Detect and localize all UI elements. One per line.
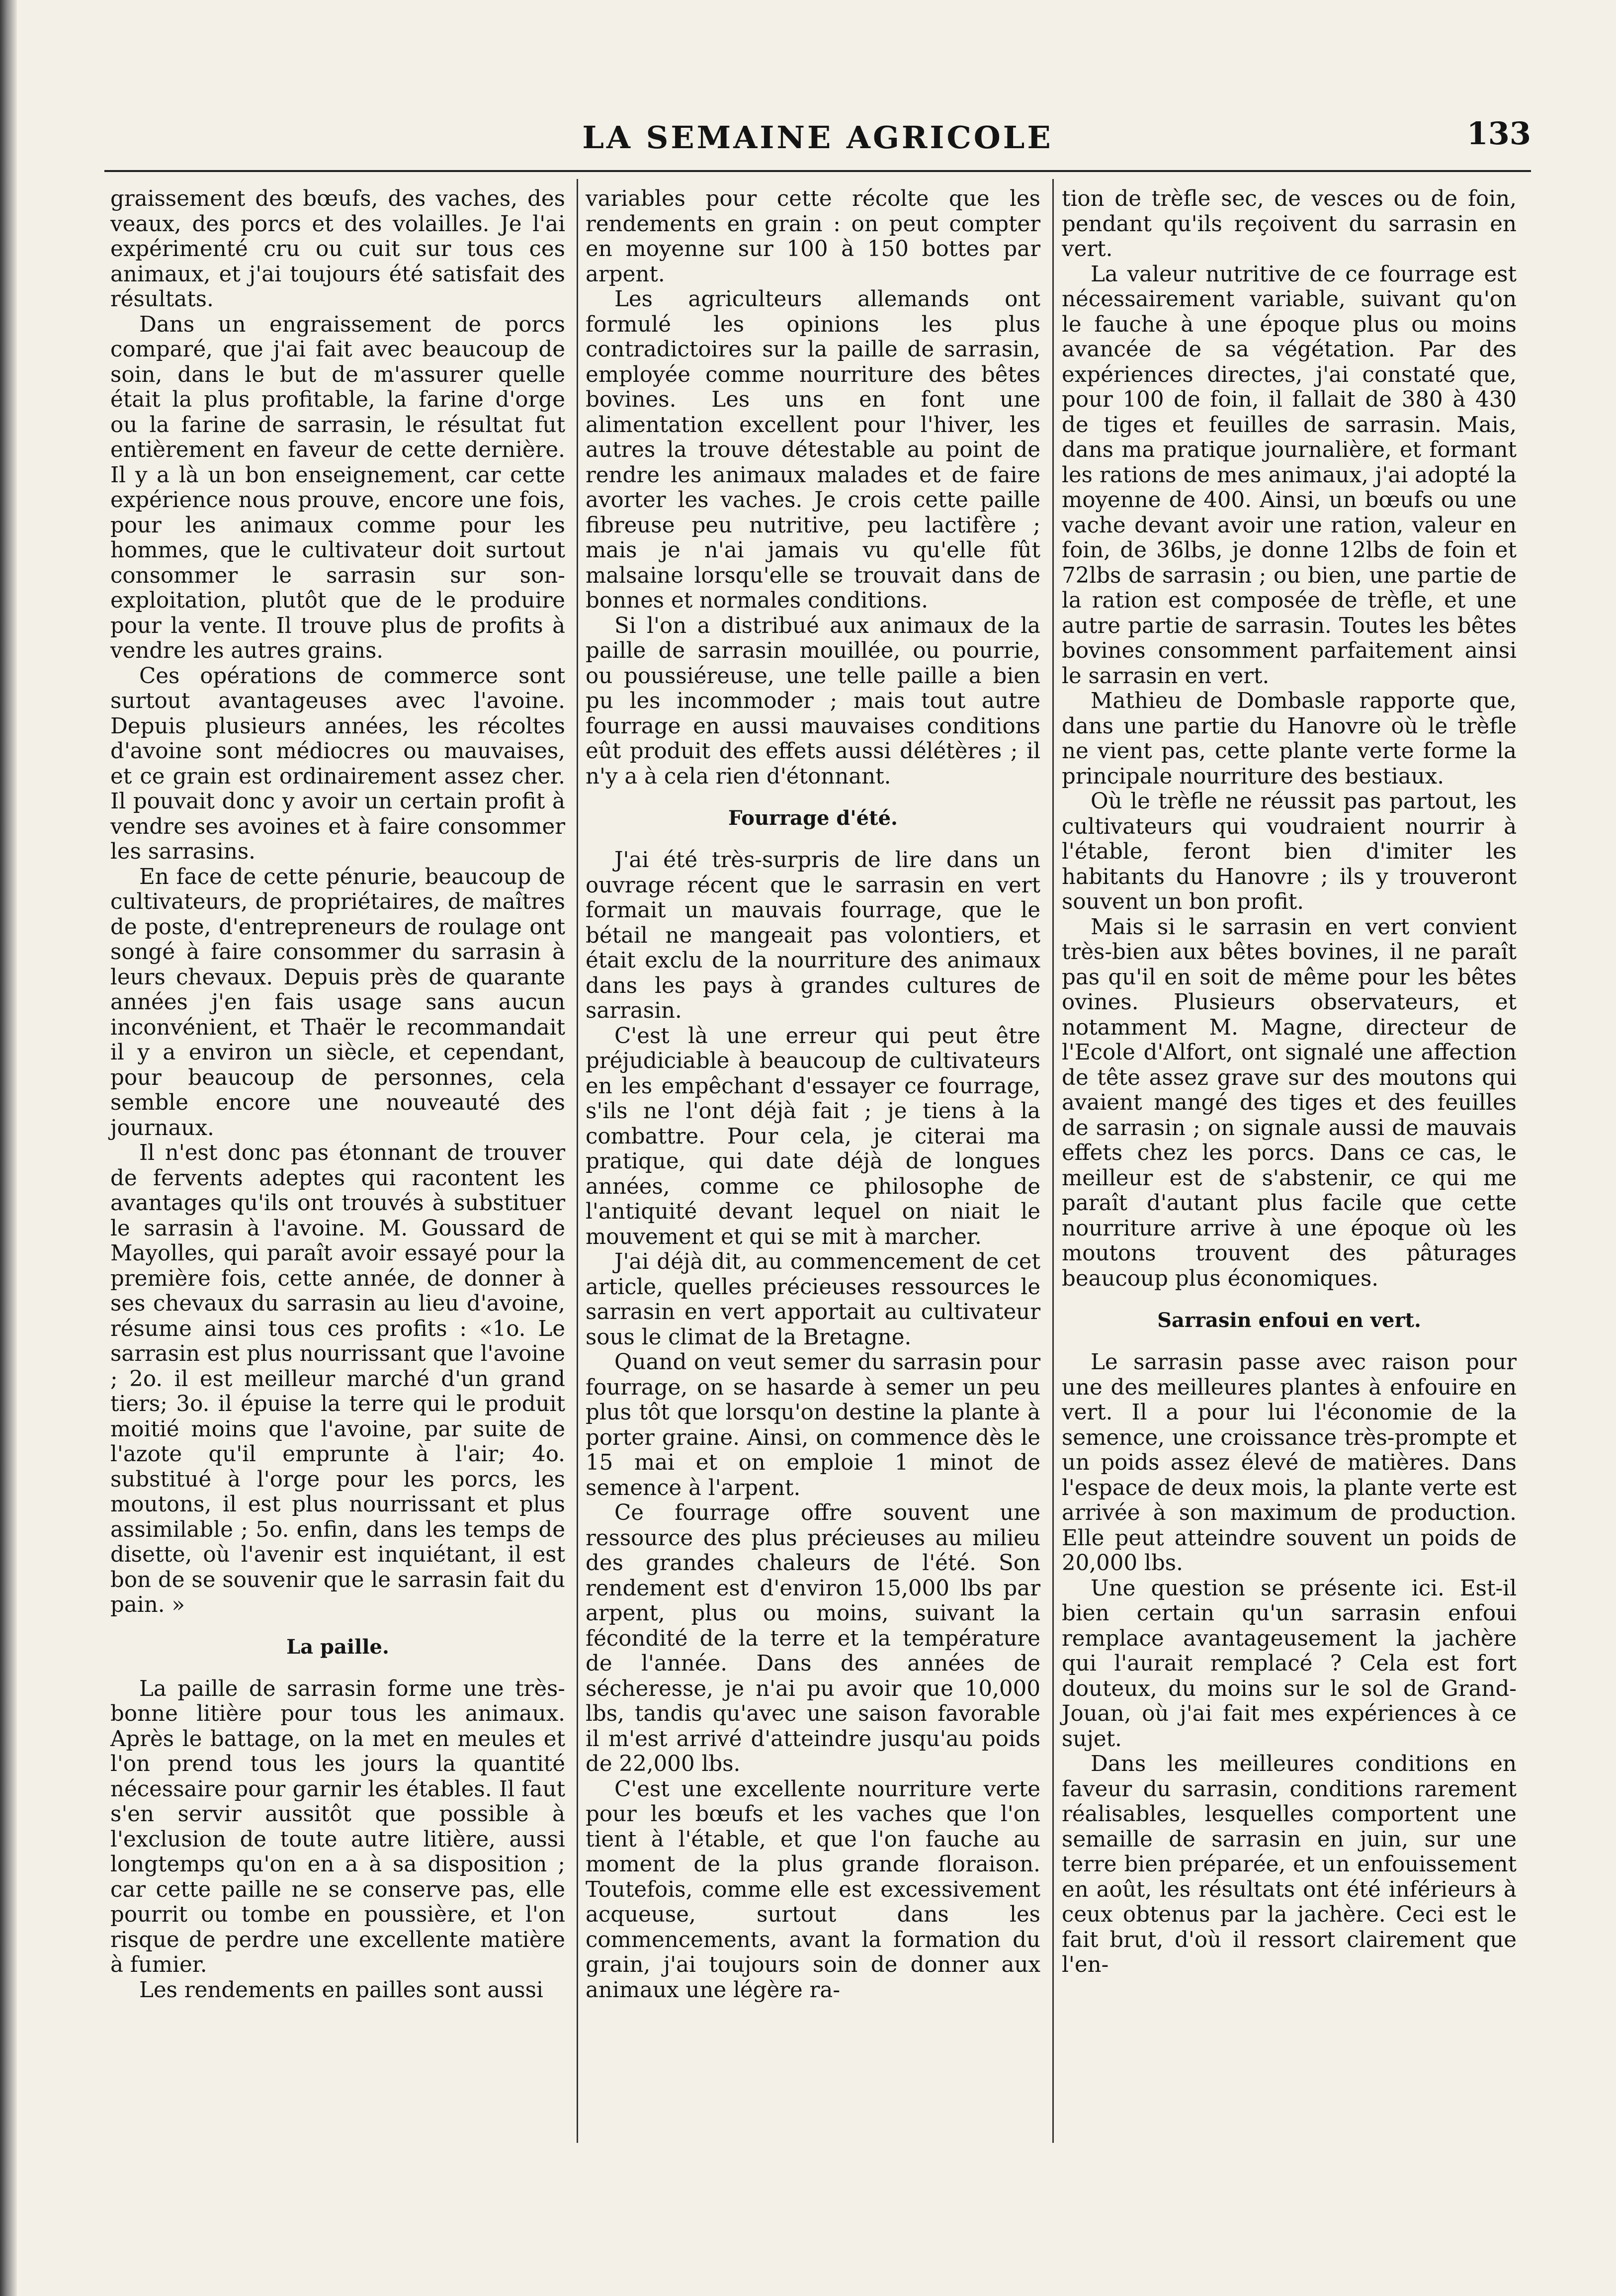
text-column-3 [1062,186,1517,1978]
paragraph: Ces opérations de commerce sont surtout avantageuses avec l'avoine. Depuis plusieurs années, les récoltes d'avoine sont médiocres ou mauvaises, et ce grain est ordinairement assez cher. Il pouvait donc y avoir un certain profit à vendre ses avoines et à faire consommer les sarrasins. [110,663,565,864]
page-number: 133 [1466,115,1531,152]
section-heading: La paille. [286,1635,389,1659]
book-spine-shadow [0,0,17,2296]
journal-title: LA SEMAINE AGRICOLE [582,119,1053,156]
paragraph: J'ai été très-surpris de lire dans un ouvrage récent que le sarrasin en vert formait un mauvais fourrage, que le bétail ne mangeait pas volontiers, et était exclu de la nourriture des animaux dans les pays à grandes cultures de sarrasin. [586,848,1040,1023]
text-column-2 [586,186,1040,2003]
paragraph: Le sarrasin passe avec raison pour une des meilleures plantes à enfouire en vert. Il a pour lui l'économie de la semence, une croissance très-prompte et un poids assez élevé de matières. Dans l'espace de deux mois, la plante verte est arrivée à son maximum de production. Elle peut atteindre souvent un poids de 20,000 lbs. [1062,1350,1517,1576]
paragraph: Dans un engraissement de porcs comparé, que j'ai fait avec beaucoup de soin, dans le but de m'assurer quelle était la plus profitable, la farine d'orge ou la farine de sarrasin, le résultat fut entièrement en faveur de cette dernière. Il y a là un bon enseignement, car cette expérience nous prouve, encore une fois, pour les animaux comme pour les hommes, que le cultivateur doit surtout consommer le sarrasin sur son-exploitation, plutôt que de le produire pour la vente. Il trouve plus de profits à vendre les autres grains. [110,312,565,663]
section-heading: Fourrage d'été. [728,806,898,830]
paragraph: C'est là une erreur qui peut être préjudiciable à beaucoup de cultivateurs en les empêchant d'essayer ce fourrage, s'ils ne l'ont déjà fait ; je tiens à la combattre. Pour cela, je citerai ma pratique, qui date déjà de longues années, comme ce philosophe de l'antiquité devant lequel on niait le mouvement et qui se mit à marcher. [586,1023,1040,1249]
paragraph: variables pour cette récolte que les rendements en grain : on peut compter en moyenne sur 100 à 150 bottes par arpent. [586,186,1040,287]
paragraph: Il n'est donc pas étonnant de trouver de fervents adeptes qui racontent les avantages qu'ils ont trouvés à substituer le sarrasin à l'avoine. M. Goussard de Mayolles, qui paraît avoir essayé pour la première fois, cette année, de donner à ses chevaux du sarrasin au lieu d'avoine, résume ainsi tous ces profits : «1o. Le sarrasin est plus nourrissant que l'avoine ; 2o. il est meilleur marché d'un grand tiers; 3o. il épuise la terre qui le produit moitié moins que l'avoine, par suite de l'azote qu'il emprunte à l'air; 4o. substitué à l'orge pour les porcs, les moutons, il est plus nourrissant et plus assimilable ; 5o. enfin, dans les temps de disette, où l'avenir est inquiétant, il est bon de se souvenir que le sarrasin fait du pain. » [110,1141,565,1617]
paragraph: Où le trèfle ne réussit pas partout, les cultivateurs qui voudraient nourrir à l'étable, feront bien d'imiter les habitants du Hanovre ; ils y trouveront souvent un bon profit. [1062,789,1517,914]
paragraph: Dans les meilleures conditions en faveur du sarrasin, conditions rarement réalisables, lesquelles comportent une semaille de sarrasin en juin, sur une terre bien préparée, et un enfouissement en août, les résultats ont été inférieurs à ceux obtenus par la jachère. Ceci est le fait brut, d'où il ressort clairement que l'en- [1062,1752,1517,1977]
paragraph: tion de trèfle sec, de vesces ou de foin, pendant qu'ils reçoivent du sarrasin en vert. [1062,186,1517,262]
paragraph: Les rendements en pailles sont aussi [139,1977,543,2003]
paragraph: La valeur nutritive de ce fourrage est nécessairement variable, suivant qu'on le fauche à une époque plus ou moins avancée de sa végétation. Par des expériences directes, j'ai constaté que, pour 100 de foin, il fallait de 380 à 430 de tiges et feuilles de sarrasin. Mais, dans ma pratique journalière, et formant les rations de mes animaux, j'ai adopté la moyenne de 400. Ainsi, un bœufs ou une vache devant avoir une ration, valeur en foin, de 36lbs, je donne 12lbs de foin et 72lbs de sarrasin ; ou bien, une partie de la ration est composée de trèfle, et une autre partie de sarrasin. Toutes les bêtes bovines consomment parfaitement ainsi le sarrasin en vert. [1062,262,1517,689]
paragraph: La paille de sarrasin forme une très-bonne litière pour tous les animaux. Après le battage, on la met en meules et l'on prend tous les jours la quantité nécessaire pour garnir les étables. Il faut s'en servir aussitôt que possible à l'exclusion de toute autre litière, aussi longtemps qu'on en a à sa disposition ; car cette paille ne se conserve pas, elle pourrit ou tombe en poussière, et l'on risque de perdre une excellente matière à fumier. [110,1676,565,1977]
paragraph: En face de cette pénurie, beaucoup de cultivateurs, de propriétaires, de maîtres de poste, d'entrepreneurs de roulage ont songé à faire consommer du sarrasin à leurs chevaux. Depuis près de quarante années j'en fais usage sans aucun inconvénient, et Thaër le recommandait il y a environ un siècle, et cependant, pour beaucoup de personnes, cela semble encore une nouveauté des journaux. [110,864,565,1141]
paragraph: J'ai déjà dit, au commencement de cet article, quelles précieuses ressources le sarrasin en vert apportait au cultivateur sous le climat de la Bretagne. [586,1249,1040,1350]
paragraph: Quand on veut semer du sarrasin pour fourrage, on se hasarde à semer un peu plus tôt que lorsqu'on destine la plante à porter graine. Ainsi, on commence dès le 15 mai et on emploie 1 minot de semence à l'arpent. [586,1350,1040,1501]
paragraph: Ce fourrage offre souvent une ressource des plus précieuses au milieu des grandes chaleurs de l'été. Son rendement est d'environ 15,000 lbs par arpent, plus ou moins, suivant la fécondité de la terre et la température de l'année. Dans des années de sécheresse, je n'ai pu avoir que 10,000 lbs, tandis qu'avec une saison favorable il m'est arrivé d'atteindre jusqu'au poids de 22,000 lbs. [586,1501,1040,1776]
column-divider [1052,179,1054,2143]
text-column-1 [110,186,565,2003]
column-divider [577,179,578,2143]
paragraph: Mathieu de Dombasle rapporte que, dans une partie du Hanovre où le trèfle ne vient pas, cette plante verte forme la principale nourriture des bestiaux. [1062,689,1517,789]
paragraph: Une question se présente ici. Est-il bien certain qu'un sarrasin enfoui remplace avantageusement la jachère qui l'aurait remplacé ? Cela est fort douteux, du moins sur le sol de Grand-Jouan, où j'ai fait mes expériences à ce sujet. [1062,1576,1517,1752]
section-heading: Sarrasin enfoui en vert. [1157,1309,1421,1332]
paragraph: Si l'on a distribué aux animaux de la paille de sarrasin mouillée, ou pourrie, ou poussiéreuse, une telle paille a bien pu les incommoder ; mais tout autre fourrage en aussi mauvaises conditions eût produit des effets aussi délétères ; il n'y a à cela rien d'étonnant. [586,613,1040,789]
paragraph: C'est une excellente nourriture verte pour les bœufs et les vaches que l'on tient à l'étable, et que l'on fauche au moment de la plus grande floraison. Toutefois, comme elle est excessivement acqueuse, surtout dans les commencements, avant la formation du grain, j'ai toujours soin de donner aux animaux une légère ra- [586,1776,1040,2003]
paragraph: Les agriculteurs allemands ont formulé les opinions les plus contradictoires sur la paille de sarrasin, employée comme nourriture des bêtes bovines. Les uns en font une alimentation excellent pour l'hiver, les autres la trouve détestable au point de rendre les animaux malades et de faire avorter les vaches. Je crois cette paille fibreuse peu nutritive, peu lactifère ; mais je n'ai jamais vu qu'elle fût malsaine lorsqu'elle se trouvait dans de bonnes et normales conditions. [586,287,1040,613]
page-header [104,112,1531,162]
paragraph: graissement des bœufs, des vaches, des veaux, des porcs et des volailles. Je l'ai expérimenté cru ou cuit sur tous ces animaux, et j'ai toujours été satisfait des résultats. [110,186,565,312]
paragraph: Mais si le sarrasin en vert convient très-bien aux bêtes bovines, il ne paraît pas qu'il en soit de même pour les bêtes ovines. Plusieurs observateurs, et notamment M. Magne, directeur de l'Ecole d'Alfort, ont signalé une affection de tête assez grave sur des moutons qui avaient mangé des tiges et des feuilles de sarrasin ; on signale aussi de mauvais effets chez les porcs. Dans ce cas, le meilleur est de s'abstenir, ce qui me paraît d'autant plus facile que cette nourriture arrive à une époque où les moutons trouvent des pâturages beaucoup plus économiques. [1062,914,1517,1291]
header-rule [104,170,1531,172]
